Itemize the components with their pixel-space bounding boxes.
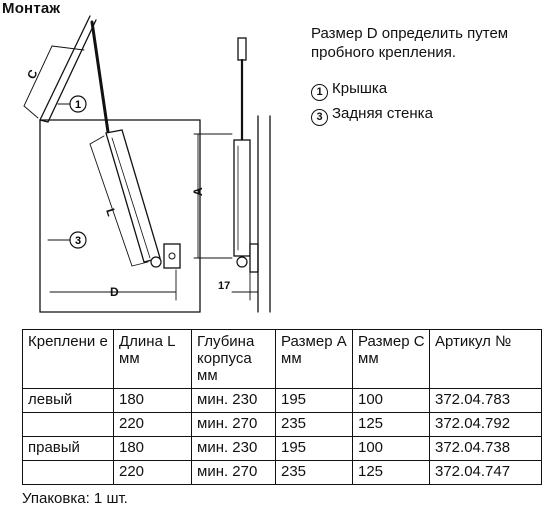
cell-mounting: правый [23,437,114,461]
col-header-size-c: Размер C мм [353,330,430,389]
spec-table [22,329,542,485]
callout-3-marker [70,232,86,248]
cell-size-a: 235 [276,413,353,437]
cell-size-c: 125 [353,461,430,485]
label-l: L [103,206,119,218]
cell-depth: мин. 230 [192,437,276,461]
cell-mounting: левый [23,389,114,413]
col-header-article: Артикул № [430,330,542,389]
gas-spring-left [92,22,180,268]
col-header-size-a: Размер A мм [276,330,353,389]
table-header-row [23,330,542,389]
cell-article: 372.04.747 [430,461,542,485]
callout-1-marker [70,96,86,112]
cell-article: 372.04.738 [430,437,542,461]
lid-plate [40,16,96,122]
cell-size-a: 195 [276,437,353,461]
legend-label-back-wall: Задняя стенка [332,105,433,122]
col-header-depth: Глубина корпуса мм [192,330,276,389]
cell-size-c: 100 [353,389,430,413]
table-row [23,389,542,413]
cell-mounting [23,413,114,437]
cell-depth: мин. 270 [192,413,276,437]
side-wall-right [258,116,270,312]
cell-depth: мин. 230 [192,389,276,413]
cell-article: 372.04.783 [430,389,542,413]
legend-item-back-wall [311,105,433,126]
packaging-note: Упаковка: 1 шт. [22,490,128,507]
callout-1-num: 1 [74,99,82,111]
page-title: Монтаж [2,0,61,17]
label-a: A [191,187,205,196]
cell-length: 180 [114,437,192,461]
cell-size-a: 195 [276,389,353,413]
cell-size-c: 125 [353,413,430,437]
table-row [23,437,542,461]
cell-mounting [23,461,114,485]
col-header-length: Длина L мм [114,330,192,389]
label-17: 17 [218,280,231,292]
cell-size-a: 235 [276,461,353,485]
cell-length: 180 [114,389,192,413]
legend-label-lid: Крышка [332,80,388,97]
legend-number-3: 3 [311,109,328,126]
dimension-17 [232,272,258,300]
table-row [23,461,542,485]
legend-item-lid [311,80,387,101]
cell-article: 372.04.792 [430,413,542,437]
legend-number-1: 1 [311,84,328,101]
cell-length: 220 [114,461,192,485]
label-d: D [110,285,119,299]
cell-size-c: 100 [353,437,430,461]
mounting-note: Размер D определить путем пробного крепления. [311,25,509,61]
cell-depth: мин. 270 [192,461,276,485]
callout-3-num: 3 [74,235,82,247]
table-row [23,413,542,437]
mounting-diagram [0,0,300,320]
cell-length: 220 [114,413,192,437]
col-header-mounting: Креплени е [23,330,114,389]
label-c: C [24,67,41,82]
gas-spring-right [234,38,258,272]
